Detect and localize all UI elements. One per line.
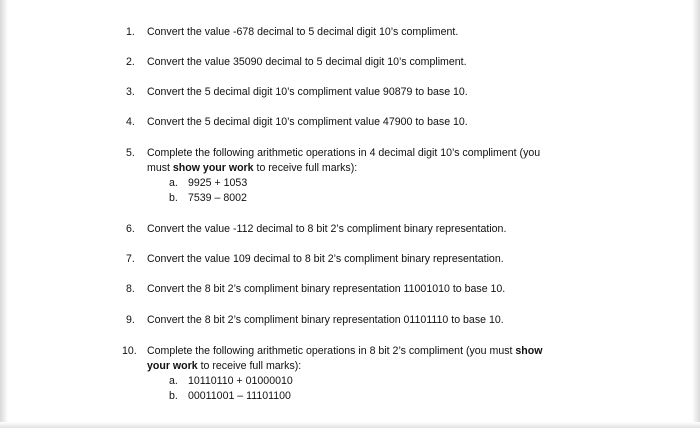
bold-text-run: show your work [172,162,254,174]
question-number: 7. [126,253,135,265]
question-number: 2. [126,56,135,68]
question-text: Convert the value 35090 decimal to 5 decimal digit 10’s compliment. [147,56,467,68]
question-number: 6. [126,223,135,235]
text-run: to receive full marks): [197,360,302,372]
page-left-shadow [0,0,8,428]
question-number: 4. [126,116,135,128]
page-right-shadow [692,0,700,428]
text-run: Complete the following arithmetic operations in 8 bit 2’s compliment (you must [147,345,516,357]
page-bottom-shadow [0,422,700,428]
sub-item-letter: a. [169,375,178,387]
bold-text-run: your work [147,360,198,372]
question-text-continued [147,161,357,175]
question-text: Convert the 8 bit 2’s compliment binary representation 01101110 to base 10. [147,314,504,326]
question-number: 1. [126,26,135,38]
sub-item-letter: a. [169,177,178,189]
question-text [147,344,542,358]
question-number: 8. [126,283,135,295]
sub-item-expression: 7539 – 8002 [188,192,247,204]
bold-text-run: show [515,345,543,357]
sub-item-letter: b. [169,390,178,402]
text-run: must [147,162,173,174]
question-text: Convert the value 109 decimal to 8 bit 2’s compliment binary representation. [147,253,504,265]
sub-item-expression: 00011001 – 11101100 [188,390,291,402]
question-text: Convert the 5 decimal digit 10’s compliment value 47900 to base 10. [147,116,468,128]
question-text: Convert the value -112 decimal to 8 bit 2’s compliment binary representation. [147,223,507,235]
question-text: Convert the 8 bit 2’s compliment binary representation 11001010 to base 10. [147,283,506,295]
question-text: Complete the following arithmetic operations in 4 decimal digit 10’s compliment (you [147,147,541,159]
question-number: 10. [122,345,137,357]
sub-item-expression: 10110110 + 01000010 [188,375,293,387]
question-number: 5. [126,147,135,159]
question-number: 3. [126,86,135,98]
sub-item-expression: 9925 + 1053 [188,177,248,189]
text-run: to receive full marks): [253,162,358,174]
question-number: 9. [126,314,135,326]
question-text: Convert the value -678 decimal to 5 decimal digit 10’s compliment. [147,26,459,38]
sub-item-letter: b. [169,192,178,204]
question-text: Convert the 5 decimal digit 10’s compliment value 90879 to base 10. [147,86,468,98]
question-text-continued [147,359,301,373]
